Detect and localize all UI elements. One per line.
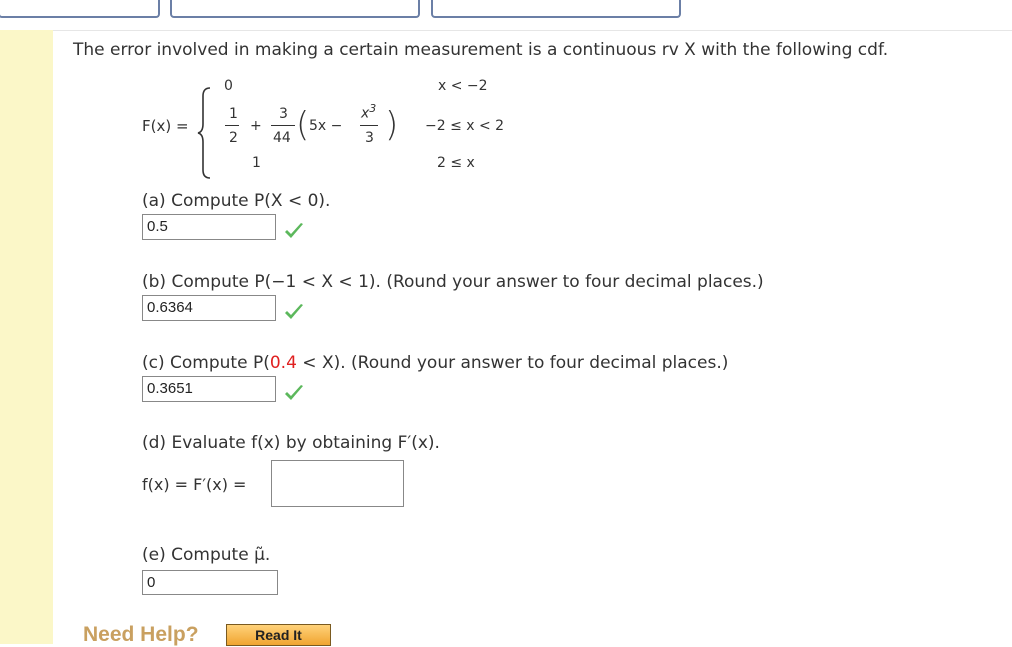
part-e-answer-field[interactable]: 0 bbox=[142, 570, 278, 595]
read-it-button[interactable]: Read It bbox=[226, 624, 331, 646]
part-a-check-icon bbox=[283, 222, 305, 240]
question-intro: The error involved in making a certain measurement is a continuous rv X with the following cdf. bbox=[73, 40, 889, 60]
cdf-lhs: F(x) = bbox=[142, 117, 189, 135]
left-margin-bar bbox=[0, 30, 53, 644]
cdf-row2-cond: −2 ≤ x < 2 bbox=[425, 118, 505, 134]
part-d-label: f(x) = F′(x) = bbox=[142, 475, 247, 494]
part-c-prompt: (c) Compute P(0.4 < X). (Round your answer to four decimal places.) bbox=[142, 353, 729, 373]
part-b-prompt: (b) Compute P(−1 < X < 1). (Round your answer to four decimal places.) bbox=[142, 272, 764, 292]
cube-numerator: $x^3$ bbox=[361, 102, 377, 122]
question-content bbox=[53, 30, 1012, 644]
left-paren: ( bbox=[296, 105, 310, 145]
top-tab-box-3[interactable] bbox=[431, 0, 681, 18]
cdf-row3-expr: 1 bbox=[252, 155, 261, 171]
part-c-check-icon bbox=[283, 384, 305, 402]
part-a-prompt: (a) Compute P(X < 0). bbox=[142, 191, 331, 211]
part-c-answer-field[interactable]: 0.3651 bbox=[142, 376, 276, 402]
right-paren: ) bbox=[385, 105, 399, 145]
half-denominator: 2 bbox=[229, 130, 238, 146]
part-d-prompt: (d) Evaluate f(x) by obtaining F′(x). bbox=[142, 433, 440, 453]
left-brace bbox=[197, 86, 213, 180]
cdf-row1-expr: 0 bbox=[224, 78, 233, 94]
coef-denominator: 44 bbox=[273, 130, 291, 146]
half-numerator: 1 bbox=[229, 106, 238, 122]
part-a-answer-field[interactable]: 0.5 bbox=[142, 214, 276, 240]
part-b-answer-field[interactable]: 0.6364 bbox=[142, 295, 276, 321]
part-e-prompt: (e) Compute μ̃. bbox=[142, 545, 271, 565]
coef-fraction-bar bbox=[271, 125, 295, 126]
plus-sign: + bbox=[250, 118, 262, 134]
part-d-answer-field[interactable] bbox=[271, 460, 404, 507]
top-strip bbox=[0, 0, 1012, 31]
part-b-check-icon bbox=[283, 303, 305, 321]
inner-left: 5x − bbox=[309, 118, 343, 134]
top-tab-box-1[interactable] bbox=[0, 0, 160, 18]
need-help-label: Need Help? bbox=[83, 623, 199, 646]
half-fraction-bar bbox=[225, 125, 239, 126]
coef-numerator: 3 bbox=[279, 106, 288, 122]
cdf-row1-cond: x < −2 bbox=[438, 78, 488, 94]
cdf-row3-cond: 2 ≤ x bbox=[437, 155, 475, 171]
cube-denominator: 3 bbox=[365, 130, 374, 146]
cube-fraction-bar bbox=[360, 125, 378, 126]
top-tab-box-2[interactable] bbox=[170, 0, 420, 18]
